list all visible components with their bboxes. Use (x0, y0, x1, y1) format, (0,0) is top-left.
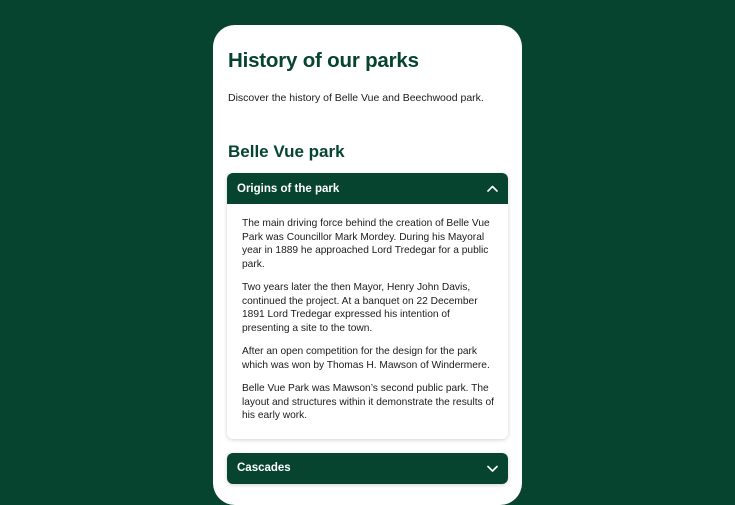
paragraph: After an open competition for the design for the park which was won by Thomas H. Mawson of Windermere. (242, 346, 490, 371)
accordion-header-label: Cascades (237, 462, 291, 474)
accordion-header-label: Origins of the park (237, 182, 340, 195)
accordion-item-cascades (227, 453, 508, 484)
accordion-header-origins[interactable] (227, 173, 508, 204)
page-title: History of our parks (228, 49, 419, 72)
accordion-body-origins (227, 204, 508, 439)
paragraph: The main driving force behind the creation of Belle Vue Park was Councillor Mark Mordey. During his Mayoral year in 1889 he approached Lord Tredegar for a public park. (242, 218, 490, 270)
accordion-header-cascades[interactable] (227, 453, 508, 484)
chevron-down-icon[interactable] (486, 462, 498, 474)
accordion-item-origins (227, 173, 508, 439)
chevron-up-icon[interactable] (486, 183, 498, 195)
content-card (213, 25, 522, 505)
paragraph: Two years later the then Mayor, Henry John Davis, continued the project. At a banquet on 22 December 1891 Lord Tredegar expressed his intention of presenting a site to the town. (242, 282, 478, 334)
page-intro: Discover the history of Belle Vue and Beechwood park. (228, 92, 484, 104)
section-title: Belle Vue park (228, 142, 345, 161)
paragraph: Belle Vue Park was Mawson’s second public park. The layout and structures within it demonstrate the results of his early work. (242, 383, 494, 421)
